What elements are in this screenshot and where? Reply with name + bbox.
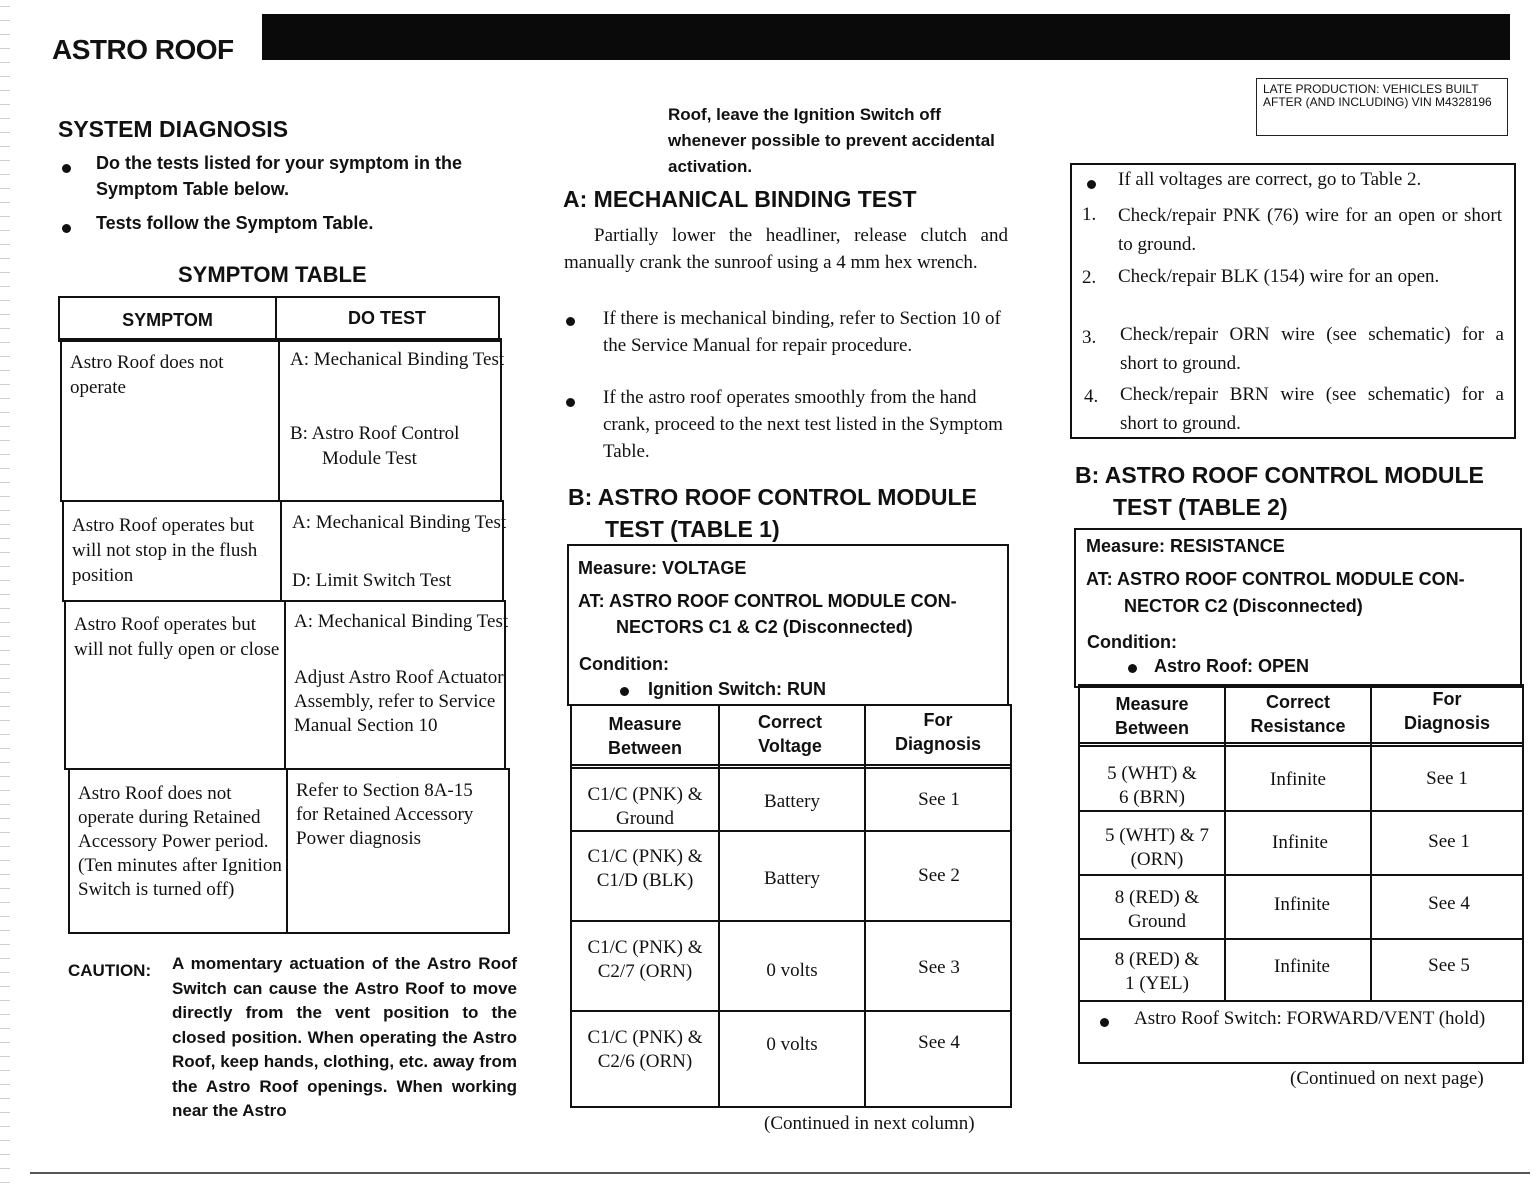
table1-condition: Condition: bbox=[579, 654, 669, 674]
t2-row3-diag: See 4 bbox=[1428, 893, 1470, 914]
bullet-icon bbox=[62, 164, 71, 173]
t1-col-between: Measure Between bbox=[607, 714, 683, 758]
page-title: ASTRO ROOF bbox=[52, 34, 234, 65]
notes-bullet: If all voltages are correct, go to Table 2. bbox=[1118, 169, 1422, 190]
test-a-intro: Partially lower the headliner, release clutch and manually crank the sunroof using a 4 mm hex wrench. bbox=[564, 225, 1008, 273]
t1-row3-value: 0 volts bbox=[766, 960, 818, 981]
note-item-3: Check/repair ORN wire (see schematic) for a short to ground. bbox=[1120, 324, 1504, 374]
table2-condition-item: Astro Roof: OPEN bbox=[1154, 656, 1309, 676]
t2-row2-diag: See 1 bbox=[1428, 831, 1470, 852]
symptom-table-title: SYMPTOM TABLE bbox=[178, 262, 367, 287]
note-item-4: Check/repair BRN wire (see schematic) for a short to ground. bbox=[1120, 384, 1504, 434]
test-b2-heading-2: TEST (TABLE 2) bbox=[1113, 494, 1288, 520]
table2-continued: (Continued on next page) bbox=[1290, 1068, 1484, 1089]
t2-col-value: Correct Resistance bbox=[1250, 692, 1346, 736]
table1-at-2: NECTORS C1 & C2 (Disconnected) bbox=[616, 617, 913, 637]
symptom-cell: Astro Roof operates but will not fully open or close bbox=[74, 614, 280, 660]
t1-col-diag: For Diagnosis bbox=[894, 710, 982, 754]
diagnosis-bullet-1: Do the tests listed for your symptom in the Symptom Table below. bbox=[96, 153, 463, 199]
table1-at-1: AT: ASTRO ROOF CONTROL MODULE CON- bbox=[578, 591, 957, 611]
t1-row3-between: C1/C (PNK) & C2/7 (ORN) bbox=[587, 937, 703, 982]
diagnosis-bullet-2: Tests follow the Symptom Table. bbox=[96, 213, 374, 233]
test-cell: A: Mechanical Binding Test bbox=[290, 349, 505, 370]
table2-at-1: AT: ASTRO ROOF CONTROL MODULE CON- bbox=[1086, 569, 1465, 589]
bullet-icon bbox=[1087, 180, 1096, 189]
test-cell: D: Limit Switch Test bbox=[292, 570, 452, 591]
t2-col-between: Measure Between bbox=[1114, 694, 1190, 738]
system-diagnosis-heading: SYSTEM DIAGNOSIS bbox=[58, 116, 289, 142]
test-cell: Adjust Astro Roof Actuator Assembly, refer to Service Manual Section 10 bbox=[294, 667, 504, 736]
table2-condition: Condition: bbox=[1087, 632, 1177, 652]
test-cell: Refer to Section 8A-15 for Retained Accessory Power diagnosis bbox=[296, 780, 474, 849]
bullet-icon bbox=[62, 224, 71, 233]
t2-row3-value: Infinite bbox=[1274, 894, 1330, 915]
t1-col-value: Correct Voltage bbox=[757, 712, 823, 756]
test-a-bullet-1: If there is mechanical binding, refer to Section 10 of the Service Manual for repair procedure. bbox=[603, 308, 1001, 356]
col-symptom-header: SYMPTOM bbox=[122, 310, 213, 330]
symptom-cell: Astro Roof does not operate bbox=[70, 352, 224, 398]
t2-row4-between: 8 (RED) & 1 (YEL) bbox=[1114, 949, 1200, 994]
t2-row1-between: 5 (WHT) & 6 (BRN) bbox=[1107, 763, 1197, 808]
t1-row1-value: Battery bbox=[764, 791, 820, 812]
t2-row1-diag: See 1 bbox=[1426, 768, 1468, 789]
header-bar bbox=[262, 14, 1510, 60]
bullet-icon bbox=[566, 398, 575, 407]
symptom-cell: Astro Roof does not operate during Retained Accessory Power period. (Ten minutes after Ignition Switch is turned off) bbox=[78, 783, 282, 900]
table2-measure: Measure: RESISTANCE bbox=[1086, 536, 1285, 556]
t1-row2-value: Battery bbox=[764, 868, 820, 889]
bullet-icon bbox=[1100, 1018, 1109, 1027]
test-cell: A: Mechanical Binding Test bbox=[294, 611, 509, 632]
table1-measure: Measure: VOLTAGE bbox=[578, 558, 747, 578]
test-b2-heading: B: ASTRO ROOF CONTROL MODULE bbox=[1075, 462, 1484, 488]
symptom-cell: Astro Roof operates but will not stop in the flush position bbox=[72, 515, 258, 586]
table1-continued: (Continued in next column) bbox=[764, 1113, 975, 1134]
bullet-icon bbox=[1128, 664, 1137, 673]
t2-row1-value: Infinite bbox=[1270, 769, 1326, 790]
t1-row4-between: C1/C (PNK) & C2/6 (ORN) bbox=[587, 1027, 703, 1072]
page-bottom-rule bbox=[30, 1172, 1530, 1174]
scan-edge bbox=[0, 0, 10, 1184]
t2-row4-value: Infinite bbox=[1274, 956, 1330, 977]
bullet-icon bbox=[566, 317, 575, 326]
note-item-1: Check/repair PNK (76) wire for an open or short to ground. bbox=[1118, 205, 1502, 255]
t1-row4-value: 0 volts bbox=[766, 1034, 818, 1055]
table2-footer-bullet: Astro Roof Switch: FORWARD/VENT (hold) bbox=[1134, 1008, 1486, 1029]
t2-row4-diag: See 5 bbox=[1428, 955, 1470, 976]
t1-row1-diag: See 1 bbox=[918, 789, 960, 810]
bullet-icon bbox=[620, 687, 629, 696]
test-cell: A: Mechanical Binding Test bbox=[292, 512, 507, 533]
caution-label: CAUTION: bbox=[68, 961, 152, 980]
t2-row3-between: 8 (RED) & Ground bbox=[1114, 887, 1200, 932]
test-a-heading: A: MECHANICAL BINDING TEST bbox=[563, 186, 917, 212]
note-item-2: Check/repair BLK (154) wire for an open. bbox=[1118, 266, 1440, 287]
t1-row1-between: C1/C (PNK) & Ground bbox=[587, 784, 703, 829]
late-production-note: LATE PRODUCTION: VEHICLES BUILT AFTER (AND INCLUDING) VIN M4328196 bbox=[1256, 78, 1508, 136]
t2-row2-value: Infinite bbox=[1272, 832, 1328, 853]
test-a-bullet-2: If the astro roof operates smoothly from the hand crank, proceed to the next test listed in the Symptom Table. bbox=[603, 387, 1003, 462]
caution-continued: Roof, leave the Ignition Switch off whenever possible to prevent accidental activation. bbox=[668, 105, 995, 176]
col-do-test-header: DO TEST bbox=[347, 308, 426, 328]
test-b1-heading-2: TEST (TABLE 1) bbox=[605, 516, 780, 542]
t1-row2-diag: See 2 bbox=[918, 865, 960, 886]
t2-col-diag: For Diagnosis bbox=[1403, 689, 1491, 733]
test-cell: B: Astro Roof Control Module Test bbox=[290, 423, 460, 469]
test-b1-heading: B: ASTRO ROOF CONTROL MODULE bbox=[568, 484, 977, 510]
table1-condition-item: Ignition Switch: RUN bbox=[648, 679, 826, 699]
t1-row2-between: C1/C (PNK) & C1/D (BLK) bbox=[587, 846, 703, 891]
table2-at-2: NECTOR C2 (Disconnected) bbox=[1124, 596, 1363, 616]
t1-row3-diag: See 3 bbox=[918, 957, 960, 978]
t1-row4-diag: See 4 bbox=[918, 1032, 960, 1053]
caution-text: A momentary actuation of the Astro Roof Switch can cause the Astro Roof to move directly from the vent position to the closed position. When operating the Astro Roof, keep hands, clothing, etc. away from the Astro Roof openings. When working near the Astro bbox=[172, 954, 517, 1120]
t2-row2-between: 5 (WHT) & 7 (ORN) bbox=[1105, 825, 1209, 870]
